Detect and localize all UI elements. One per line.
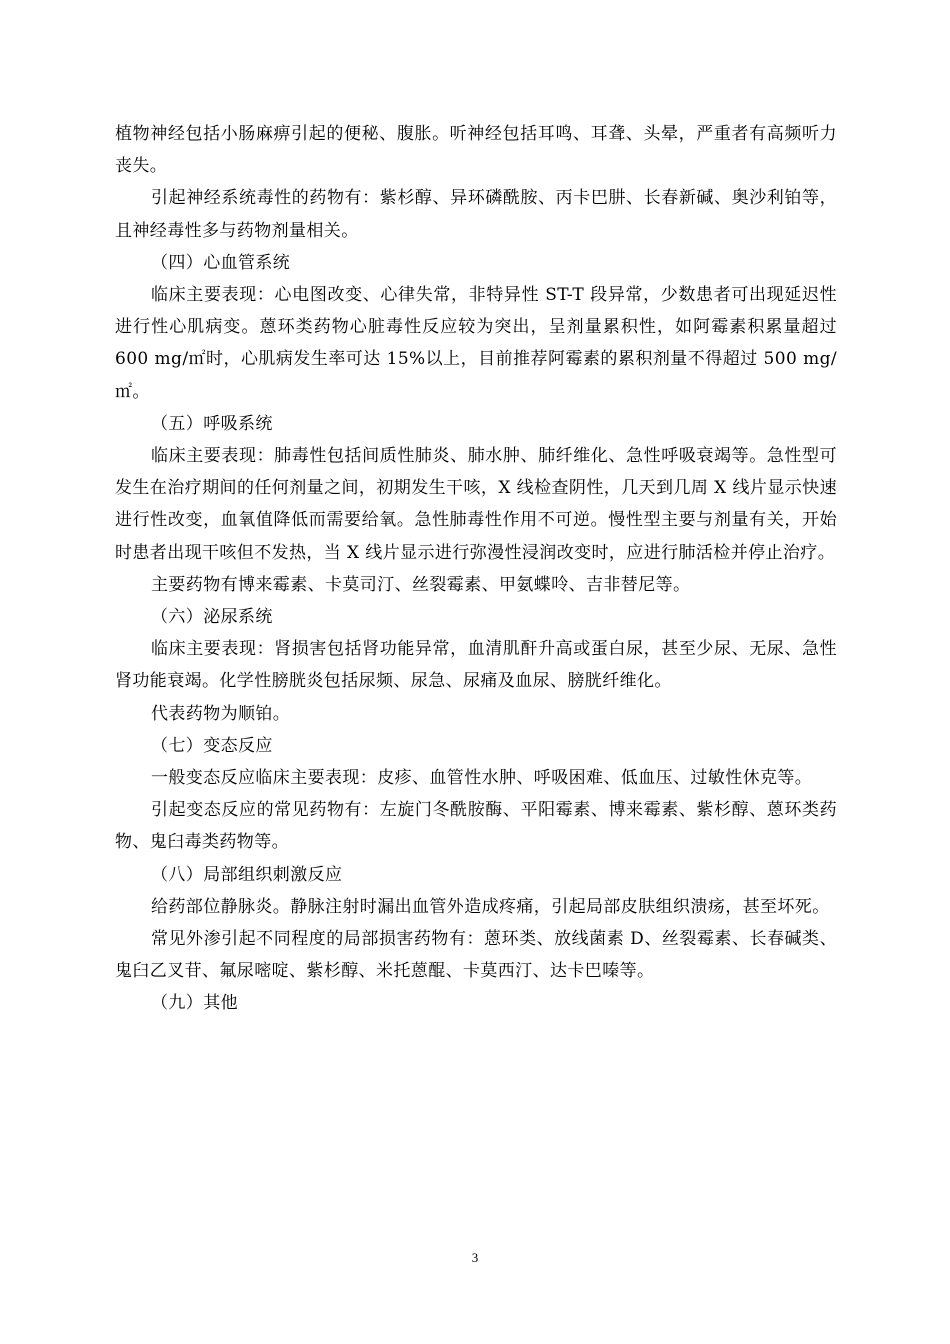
section-heading-local-irritation: （八）局部组织刺激反应	[151, 864, 343, 885]
section-heading-cardiovascular: （四）心血管系统	[151, 252, 291, 273]
paragraph-neurotoxic-drugs: 引起神经系统毒性的药物有：紫杉醇、异环磷酰胺、丙卡巴肼、长春新碱、奥沙利铂等，且神经毒性多与药物剂量相关。	[115, 188, 837, 241]
paragraph-phlebitis: 给药部位静脉炎。静脉注射时漏出血管外造成疼痛，引起局部皮肤组织溃疡，甚至坏死。	[151, 896, 830, 917]
section-heading-urinary: （六）泌尿系统	[151, 607, 273, 628]
paragraph-respiratory-manifestations: 临床主要表现：肺毒性包括间质性肺炎、肺水肿、肺纤维化、急性呼吸衰竭等。急性型可发生在治疗期间的任何剂量之间，初期发生干咳，X 线检查阴性，几天到几周 X 线片显示快速进行性改变，血氧值降低而需要给氧。急性肺毒性作用不可逆。慢性型主要与剂量有关，开始时患者出现干咳但不发热，当 X 线片显示进行弥漫性浸润改变时，应进行肺活检并停止治疗。	[115, 446, 837, 563]
page-number: 3	[471, 1250, 479, 1265]
paragraph-allergic-manifestations: 一般变态反应临床主要表现：皮疹、血管性水肿、呼吸困难、低血压、过敏性休克等。	[151, 768, 813, 789]
paragraph-urinary-manifestations: 临床主要表现：肾损害包括肾功能异常，血清肌酐升高或蛋白尿，甚至少尿、无尿、急性肾功能衰竭。化学性膀胱炎包括尿频、尿急、尿痛及血尿、膀胱纤维化。	[115, 639, 837, 692]
paragraph-representative-drug: 代表药物为顺铂。	[151, 703, 291, 724]
paragraph-pulmonary-toxic-drugs: 主要药物有博来霉素、卡莫司汀、丝裂霉素、甲氨蝶呤、吉非替尼等。	[151, 574, 691, 595]
paragraph-allergic-drugs: 引起变态反应的常见药物有：左旋门冬酰胺酶、平阳霉素、博来霉素、紫杉醇、蒽环类药物、鬼臼毒类药物等。	[115, 800, 837, 853]
section-heading-allergic: （七）变态反应	[151, 735, 273, 756]
paragraph-extravasation-drugs: 常见外渗引起不同程度的局部损害药物有：蒽环类、放线菌素 D、丝裂霉素、长春碱类、鬼臼乙叉苷、氟尿嘧啶、紫杉醇、米托蒽醌、卡莫西汀、达卡巴嗪等。	[115, 929, 837, 982]
document-body	[115, 118, 837, 1020]
paragraph-autonomic-auditory-nerve: 植物神经包括小肠麻痹引起的便秘、腹胀。听神经包括耳鸣、耳聋、头晕，严重者有高频听力丧失。	[115, 124, 837, 177]
section-heading-other: （九）其他	[151, 993, 238, 1014]
paragraph-cardiovascular-manifestations: 临床主要表现：心电图改变、心律失常，非特异性 ST-T 段异常，少数患者可出现延迟性进行性心肌病变。蒽环类药物心脏毒性反应较为突出，呈剂量累积性，如阿霉素积累量超过 600 mg/㎡时，心肌病发生率可达 15%以上，目前推荐阿霉素的累积剂量不得超过 500 mg/㎡。	[115, 285, 837, 402]
section-heading-respiratory: （五）呼吸系统	[151, 413, 273, 434]
